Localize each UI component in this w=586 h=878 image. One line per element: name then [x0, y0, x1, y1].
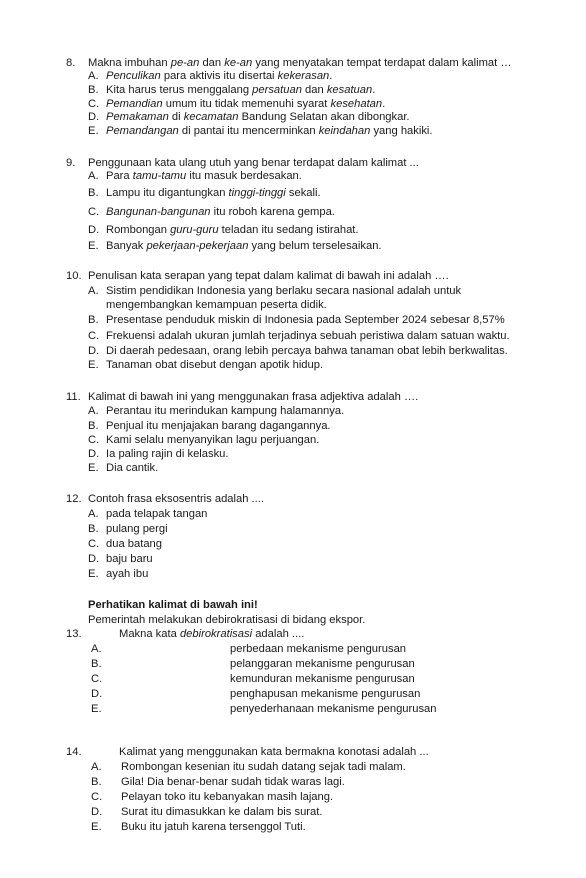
option-text: Frekuensi adalah ukuran jumlah terjadinya sebuah peristiwa dalam satuan waktu.	[106, 330, 510, 342]
option-text: penghapusan mekanisme pengurusan	[230, 688, 421, 700]
option-letter: C.	[91, 791, 103, 803]
question-number: 9.	[66, 157, 76, 169]
question-number: 13.	[66, 628, 82, 640]
option-letter: E.	[88, 240, 99, 252]
option-letter: C.	[91, 673, 103, 685]
option-text: Para tamu-tamu itu masuk berdesakan.	[106, 170, 302, 182]
option-letter: A.	[91, 761, 102, 773]
option-text: Dia cantik.	[106, 462, 159, 474]
option-text: Sistim pendidikan Indonesia yang berlaku secara nasional adalah untuk	[106, 285, 462, 297]
option-text: Di daerah pedesaan, orang lebih percaya bahwa tanaman obat lebih berkwalitas.	[106, 345, 508, 357]
option-letter: D.	[88, 111, 100, 123]
question-stem: Makna imbuhan pe-an dan ke-an yang menyatakan tempat terdapat dalam kalimat …	[88, 57, 512, 69]
option-letter: B.	[91, 776, 102, 788]
option-letter: B.	[88, 84, 99, 96]
option-letter: C.	[88, 98, 100, 110]
option-letter: B.	[88, 314, 99, 326]
option-text: Tanaman obat disebut dengan apotik hidup.	[106, 359, 324, 371]
option-text: kemunduran mekanisme pengurusan	[230, 673, 415, 685]
question-stem: Kalimat yang menggunakan kata bermakna konotasi adalah ...	[119, 746, 429, 758]
question-stem: Contoh frasa eksosentris adalah ....	[88, 493, 264, 505]
option-text: Banyak pekerjaan-pekerjaan yang belum terselesaikan.	[106, 240, 382, 252]
option-letter: B.	[91, 658, 102, 670]
option-letter: A.	[88, 70, 99, 82]
option-text: Perantau itu merindukan kampung halamannya.	[106, 405, 345, 417]
option-letter: E.	[91, 703, 102, 715]
option-text: pelanggaran mekanisme pengurusan	[230, 658, 415, 670]
option-letter: A.	[88, 285, 99, 297]
option-letter: D.	[91, 806, 103, 818]
option-text: Penjual itu menjajakan barang dagangannya.	[106, 420, 331, 432]
option-letter: E.	[88, 568, 99, 580]
option-text: pulang pergi	[106, 523, 168, 535]
option-text: Gila! Dia benar-benar sudah tidak waras lagi.	[121, 776, 345, 788]
option-letter: A.	[91, 643, 102, 655]
option-text: ayah ibu	[106, 568, 149, 580]
question-stem: Penggunaan kata ulang utuh yang benar terdapat dalam kalimat ...	[88, 157, 419, 169]
question-number: 11.	[66, 391, 81, 403]
option-text: Rombongan kesenian itu sudah datang sejak tadi malam.	[121, 761, 406, 773]
question-number: 10.	[66, 270, 82, 282]
option-text: Pemakaman di kecamatan Bandung Selatan akan dibongkar.	[106, 111, 410, 123]
option-text: Pelayan toko itu kebanyakan masih lajang.	[121, 791, 334, 803]
option-text: Kami selalu menyanyikan lagu perjuangan.	[106, 434, 320, 446]
option-text: perbedaan mekanisme pengurusan	[230, 643, 407, 655]
option-letter: D.	[88, 553, 100, 565]
option-letter: E.	[91, 821, 102, 833]
option-text: Presentase penduduk miskin di Indonesia pada September 2024 sebesar 8,57%	[106, 314, 505, 326]
option-text: Buku itu jatuh karena tersenggol Tuti.	[121, 821, 306, 833]
option-letter: A.	[88, 170, 99, 182]
option-text: Kita harus terus menggalang persatuan dan kesatuan.	[106, 84, 376, 96]
option-text: penyederhanaan mekanisme pengurusan	[230, 703, 437, 715]
option-text: Ia paling rajin di kelasku.	[106, 448, 229, 460]
option-letter: E.	[88, 462, 99, 474]
option-text: Penculikan para aktivis itu disertai kekerasan.	[106, 70, 333, 82]
option-letter: B.	[88, 523, 99, 535]
option-text-continued: mengembangkan kemampuan peserta didik.	[106, 299, 327, 311]
option-letter: A.	[88, 405, 99, 417]
question-number: 14.	[66, 746, 82, 758]
question-stem: Penulisan kata serapan yang tepat dalam kalimat di bawah ini adalah ….	[88, 270, 449, 282]
option-letter: E.	[88, 359, 99, 371]
option-text: Rombongan guru-guru teladan itu sedang istirahat.	[106, 224, 359, 236]
question-stem: Makna kata debirokratisasi adalah ....	[119, 628, 305, 640]
option-letter: B.	[88, 420, 99, 432]
option-text: Bangunan-bangunan itu roboh karena gempa.	[106, 206, 335, 218]
instruction-heading: Perhatikan kalimat di bawah ini!	[88, 599, 258, 611]
option-letter: A.	[88, 508, 99, 520]
option-text: Surat itu dimasukkan ke dalam bis surat.	[121, 806, 323, 818]
option-letter: E.	[88, 125, 99, 137]
option-letter: D.	[88, 345, 100, 357]
option-text: baju baru	[106, 553, 153, 565]
option-letter: D.	[88, 224, 100, 236]
option-letter: D.	[91, 688, 103, 700]
option-letter: C.	[88, 330, 100, 342]
question-number: 12.	[66, 493, 82, 505]
option-text: Lampu itu digantungkan tinggi-tinggi sekali.	[106, 187, 321, 199]
option-letter: C.	[88, 206, 100, 218]
option-letter: C.	[88, 434, 100, 446]
question-stem: Kalimat di bawah ini yang menggunakan frasa adjektiva adalah ….	[88, 391, 419, 403]
option-text: pada telapak tangan	[106, 508, 208, 520]
option-text: Pemandian umum itu tidak memenuhi syarat kesehatan.	[106, 98, 386, 110]
option-text: dua batang	[106, 538, 162, 550]
instruction-sentence: Pemerintah melakukan debirokratisasi di bidang ekspor.	[88, 614, 366, 626]
option-letter: B.	[88, 187, 99, 199]
option-letter: C.	[88, 538, 100, 550]
option-text: Pemandangan di pantai itu mencerminkan keindahan yang hakiki.	[106, 125, 433, 137]
question-number: 8.	[66, 57, 76, 69]
option-letter: D.	[88, 448, 100, 460]
